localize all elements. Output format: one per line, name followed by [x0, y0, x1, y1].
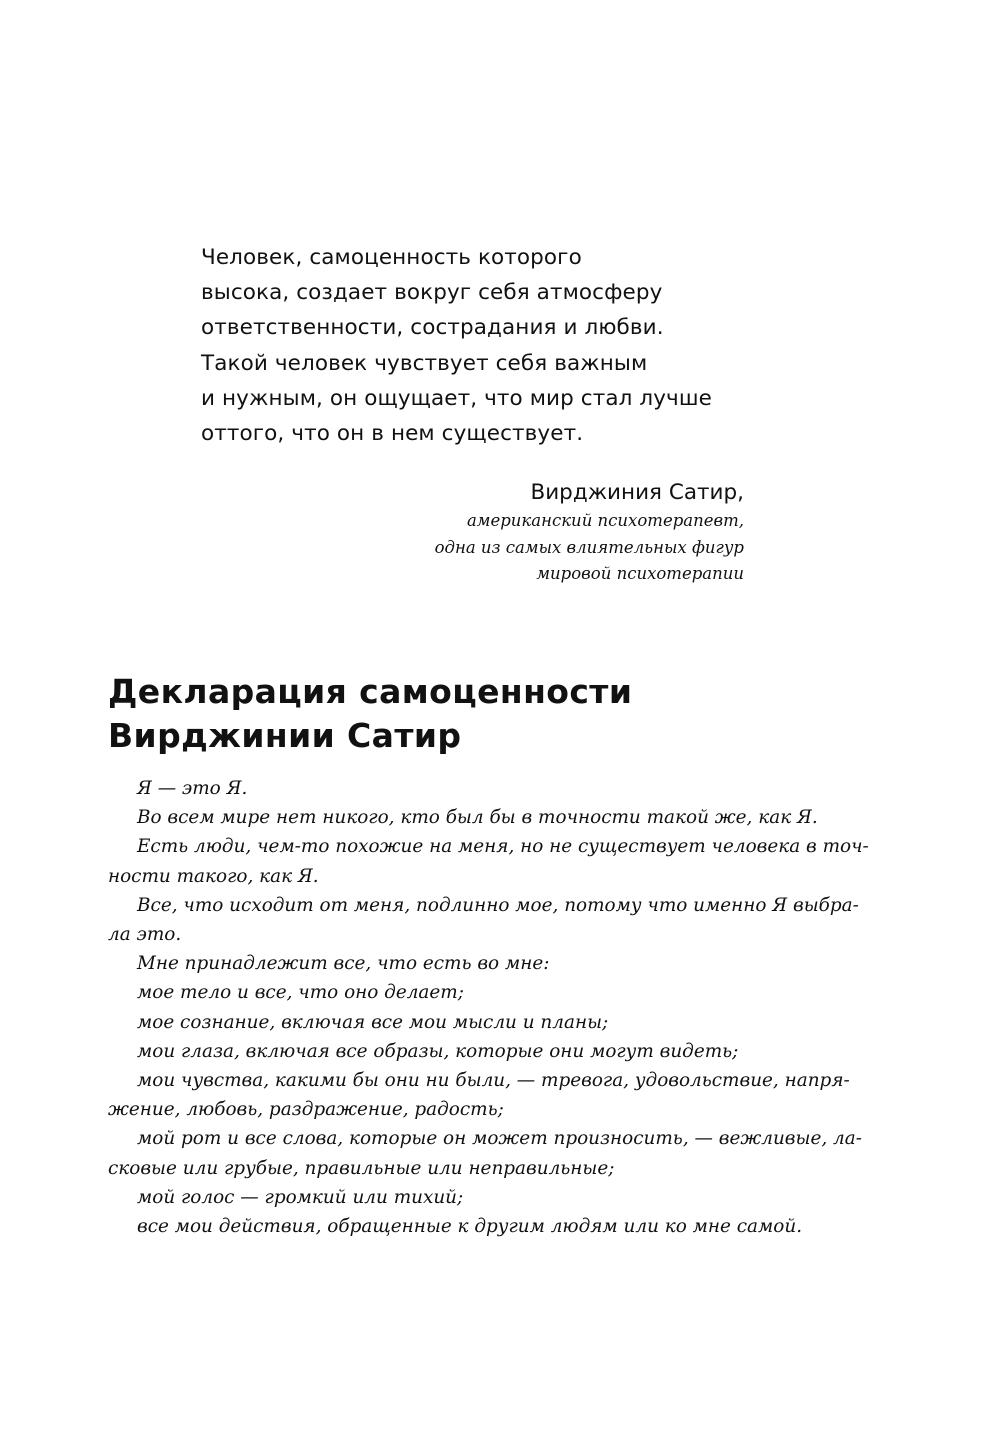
- heading-line: Вирджинии Сатир: [108, 716, 462, 755]
- epigraph-quote: [201, 240, 761, 451]
- attribution-description-line: одна из самых влиятельных фигур: [434, 537, 744, 557]
- body-line: Все, что исходит от меня, подлинно мое, потому что именно Я выбра-: [137, 894, 859, 916]
- body-line: мой рот и все слова, которые он может произносить, — вежливые, ла-: [137, 1128, 862, 1150]
- body-line: мои чувства, какими бы они ни были, — тревога, удовольствие, напря-: [137, 1070, 850, 1092]
- heading-line: Декларация самоценности: [108, 672, 633, 711]
- body-line: мое тело и все, что оно делает;: [137, 982, 464, 1004]
- body-line: Во всем мире нет никого, кто был бы в точности такой же, как Я.: [137, 807, 818, 829]
- epigraph-attribution: [435, 478, 744, 588]
- epigraph-line: и нужным, он ощущает, что мир стал лучше: [201, 385, 712, 411]
- body-line: все мои действия, обращенные к другим людям или ко мне самой.: [137, 1216, 803, 1238]
- attribution-description-line: американский психотерапевт,: [466, 511, 744, 530]
- body-line: мое сознание, включая все мои мысли и планы;: [137, 1011, 609, 1033]
- body-line: мои глаза, включая все образы, которые они могут видеть;: [137, 1040, 739, 1062]
- epigraph-line: Человек, самоценность которого: [201, 245, 582, 270]
- body-line: Я — это Я.: [137, 778, 248, 799]
- epigraph-line: Такой человек чувствует себя важным: [201, 350, 648, 376]
- section-heading: [108, 670, 632, 758]
- epigraph-line: ответственности, сострадания и любви.: [201, 315, 664, 341]
- body-line: сковые или грубые, правильные или неправильные;: [108, 1157, 615, 1179]
- body-line: ности такого, как Я.: [108, 865, 319, 887]
- body-line: ла это.: [108, 924, 182, 946]
- attribution-author: Вирджиния Сатир,: [530, 480, 744, 505]
- epigraph-line: оттого, что он в нем существует.: [201, 421, 584, 447]
- body-line: Мне принадлежит все, что есть во мне:: [137, 953, 550, 975]
- body-line: жение, любовь, раздражение, радость;: [108, 1099, 504, 1121]
- body-line: мой голос — громкий или тихий;: [137, 1186, 464, 1208]
- declaration-text: [108, 774, 869, 1241]
- attribution-description-line: мировой психотерапии: [536, 564, 744, 583]
- epigraph-line: высока, создает вокруг себя атмосферу: [201, 280, 663, 306]
- body-line: Есть люди, чем-то похожие на меня, но не существует человека в точ-: [137, 836, 869, 858]
